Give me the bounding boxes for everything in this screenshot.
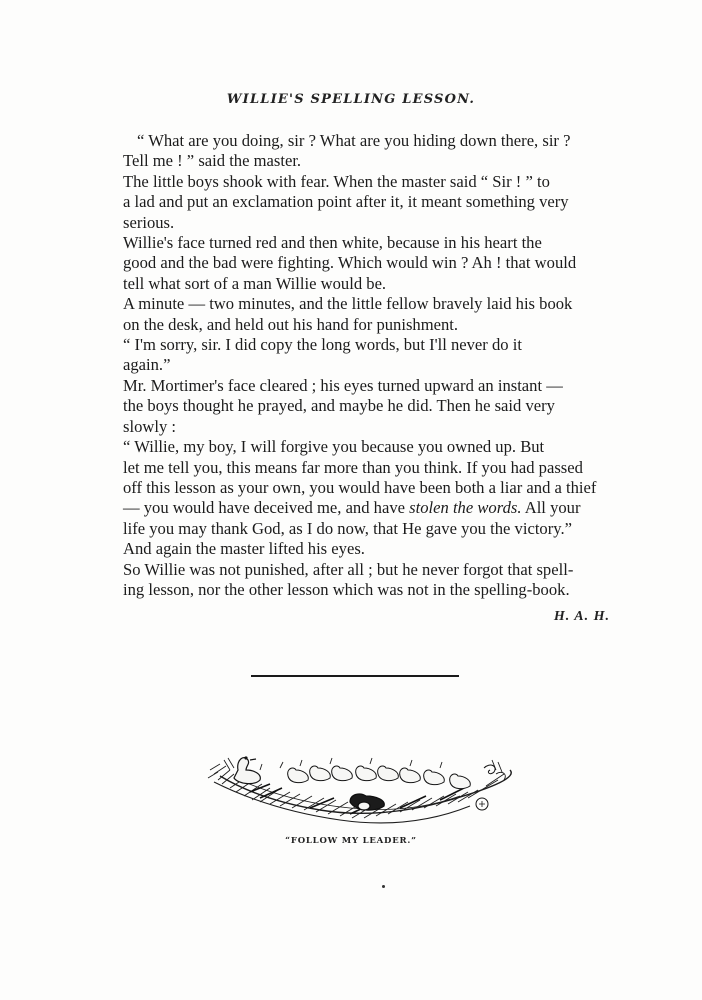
text-line-with-italic xyxy=(123,498,623,518)
text-line: good and the bad were fighting. Which would win ? Ah ! that would xyxy=(123,253,577,273)
illustration-caption: “FOLLOW MY LEADER.” xyxy=(285,836,417,846)
paragraph xyxy=(123,131,623,172)
printer-mark xyxy=(382,885,385,888)
text-line: Willie's face turned red and then white, because in his heart the xyxy=(123,233,542,253)
text-line: the boys thought he prayed, and maybe he did. Then he said very xyxy=(123,396,555,416)
text-line: And again the master lifted his eyes. xyxy=(123,539,365,559)
text-line: a lad and put an exclamation point after it, it meant something very xyxy=(123,192,569,212)
text-line: The little boys shook with fear. When the master said “ Sir ! ” to xyxy=(123,171,550,191)
text-segment: All your xyxy=(521,498,581,518)
text-line: “ What are you doing, sir ? What are you hiding down there, sir ? xyxy=(137,131,571,150)
paragraph xyxy=(123,294,623,335)
paragraph xyxy=(123,335,623,376)
text-line: tell what sort of a man Willie would be. xyxy=(123,273,387,293)
paragraph xyxy=(123,437,623,559)
text-line: off this lesson as your own, you would have been both a liar and a thief xyxy=(123,477,597,497)
text-line: So Willie was not punished, after all ; but he never forgot that spell- xyxy=(123,559,574,579)
text-line: serious. xyxy=(123,212,175,232)
geese-illustration-icon xyxy=(200,740,520,835)
text-line: let me tell you, this means far more than you think. If you had passed xyxy=(123,457,583,477)
text-line: on the desk, and held out his hand for punishment. xyxy=(123,314,459,334)
paragraph xyxy=(123,560,623,601)
text-line: “ I'm sorry, sir. I did copy the long words, but I'll never do it xyxy=(123,335,522,355)
paragraph xyxy=(123,233,623,294)
text-line: Tell me ! ” said the master. xyxy=(123,151,302,171)
story-text xyxy=(123,131,623,600)
paragraph xyxy=(123,376,623,437)
text-line: slowly : xyxy=(123,416,177,436)
text-line: Mr. Mortimer's face cleared ; his eyes turned upward an instant — xyxy=(123,375,563,395)
section-divider xyxy=(251,675,459,677)
paragraph xyxy=(123,172,623,233)
text-line: life you may thank God, as I do now, that He gave you the victory.” xyxy=(123,518,572,538)
text-segment: — you would have deceived me, and have xyxy=(123,498,410,518)
text-line: ing lesson, nor the other lesson which was not in the spelling-book. xyxy=(123,579,570,599)
author-signature: H. A. H. xyxy=(553,609,610,624)
text-line: again.” xyxy=(123,355,171,375)
text-line: A minute — two minutes, and the little fellow bravely laid his book xyxy=(123,294,573,314)
italic-phrase: stolen the words. xyxy=(409,498,522,518)
text-line: “ Willie, my boy, I will forgive you because you owned up. But xyxy=(123,437,545,457)
running-head: WILLIE'S SPELLING LESSON. xyxy=(226,92,476,107)
